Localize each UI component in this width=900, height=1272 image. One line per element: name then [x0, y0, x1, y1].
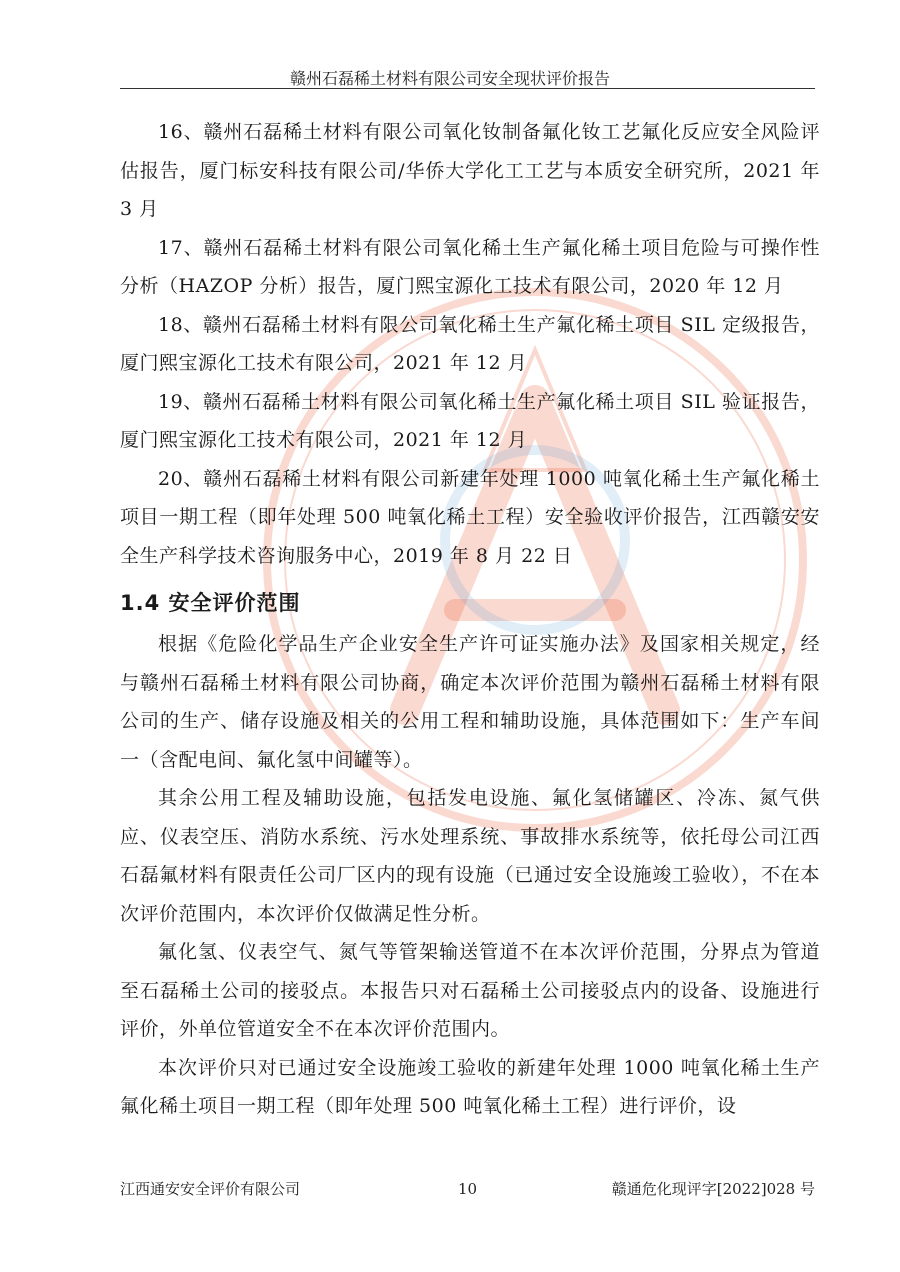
- reference-list: [120, 113, 820, 575]
- reference-item: 16、赣州石磊稀土材料有限公司氧化钕制备氟化钕工艺氟化反应安全风险评估报告，厦门标安科技有限公司/华侨大学化工工艺与本质安全研究所，2021 年 3 月: [120, 121, 820, 220]
- page-content: [120, 113, 820, 1126]
- document-number: 赣通危化现评字[2022]028 号: [611, 1180, 815, 1198]
- section-body: [120, 625, 820, 1126]
- page-number: 10: [457, 1180, 478, 1198]
- reference-item: 17、赣州石磊稀土材料有限公司氧化稀土生产氟化稀土项目危险与可操作性分析（HAZOP 分析）报告，厦门熙宝源化工技术有限公司，2020 年 12 月: [120, 236, 820, 297]
- footer-company: 江西通安安全评价有限公司: [120, 1180, 301, 1198]
- body-paragraph: 根据《危险化学品生产企业安全生产许可证实施办法》及国家相关规定，经与赣州石磊稀土材料有限公司协商，确定本次评价范围为赣州石磊稀土材料有限公司的生产、储存设施及相关的公用工程和辅助设施，具体范围如下：生产车间一（含配电间、氟化氢中间罐等）。: [120, 633, 820, 771]
- header-title: 赣州石磊稀土材料有限公司安全现状评价报告: [289, 69, 610, 88]
- section-heading: 1.4 安全评价范围: [120, 591, 301, 615]
- reference-item: 20、赣州石磊稀土材料有限公司新建年处理 1000 吨氧化稀土生产氟化稀土项目一期工程（即年处理 500 吨氧化稀土工程）安全验收评价报告，江西赣安安全生产科学技术咨询服务中心，2019 年 8 月 22 日: [120, 467, 820, 567]
- page-footer: [120, 1178, 815, 1200]
- body-paragraph: 其余公用工程及辅助设施，包括发电设施、氟化氢储罐区、冷冻、氮气供应、仪表空压、消防水系统、污水处理系统、事故排水系统等，依托母公司江西石磊氟材料有限责任公司厂区内的现有设施（已通过安全设施竣工验收），不在本次评价范围内，本次评价仅做满足性分析。: [120, 787, 820, 925]
- reference-item: 19、赣州石磊稀土材料有限公司氧化稀土生产氟化稀土项目 SIL 验证报告，厦门熙宝源化工技术有限公司，2021 年 12 月: [120, 390, 820, 451]
- body-paragraph: 氟化氢、仪表空气、氮气等管架输送管道不在本次评价范围，分界点为管道至石磊稀土公司的接驳点。本报告只对石磊稀土公司接驳点内的设备、设施进行评价，外单位管道安全不在本次评价范围内。: [120, 941, 820, 1040]
- header-rule: [120, 88, 815, 89]
- reference-item: 18、赣州石磊稀土材料有限公司氧化稀土生产氟化稀土项目 SIL 定级报告，厦门熙宝源化工技术有限公司，2021 年 12 月: [120, 313, 820, 374]
- body-paragraph: 本次评价只对已通过安全设施竣工验收的新建年处理 1000 吨氧化稀土生产氟化稀土项目一期工程（即年处理 500 吨氧化稀土工程）进行评价，设: [120, 1056, 820, 1117]
